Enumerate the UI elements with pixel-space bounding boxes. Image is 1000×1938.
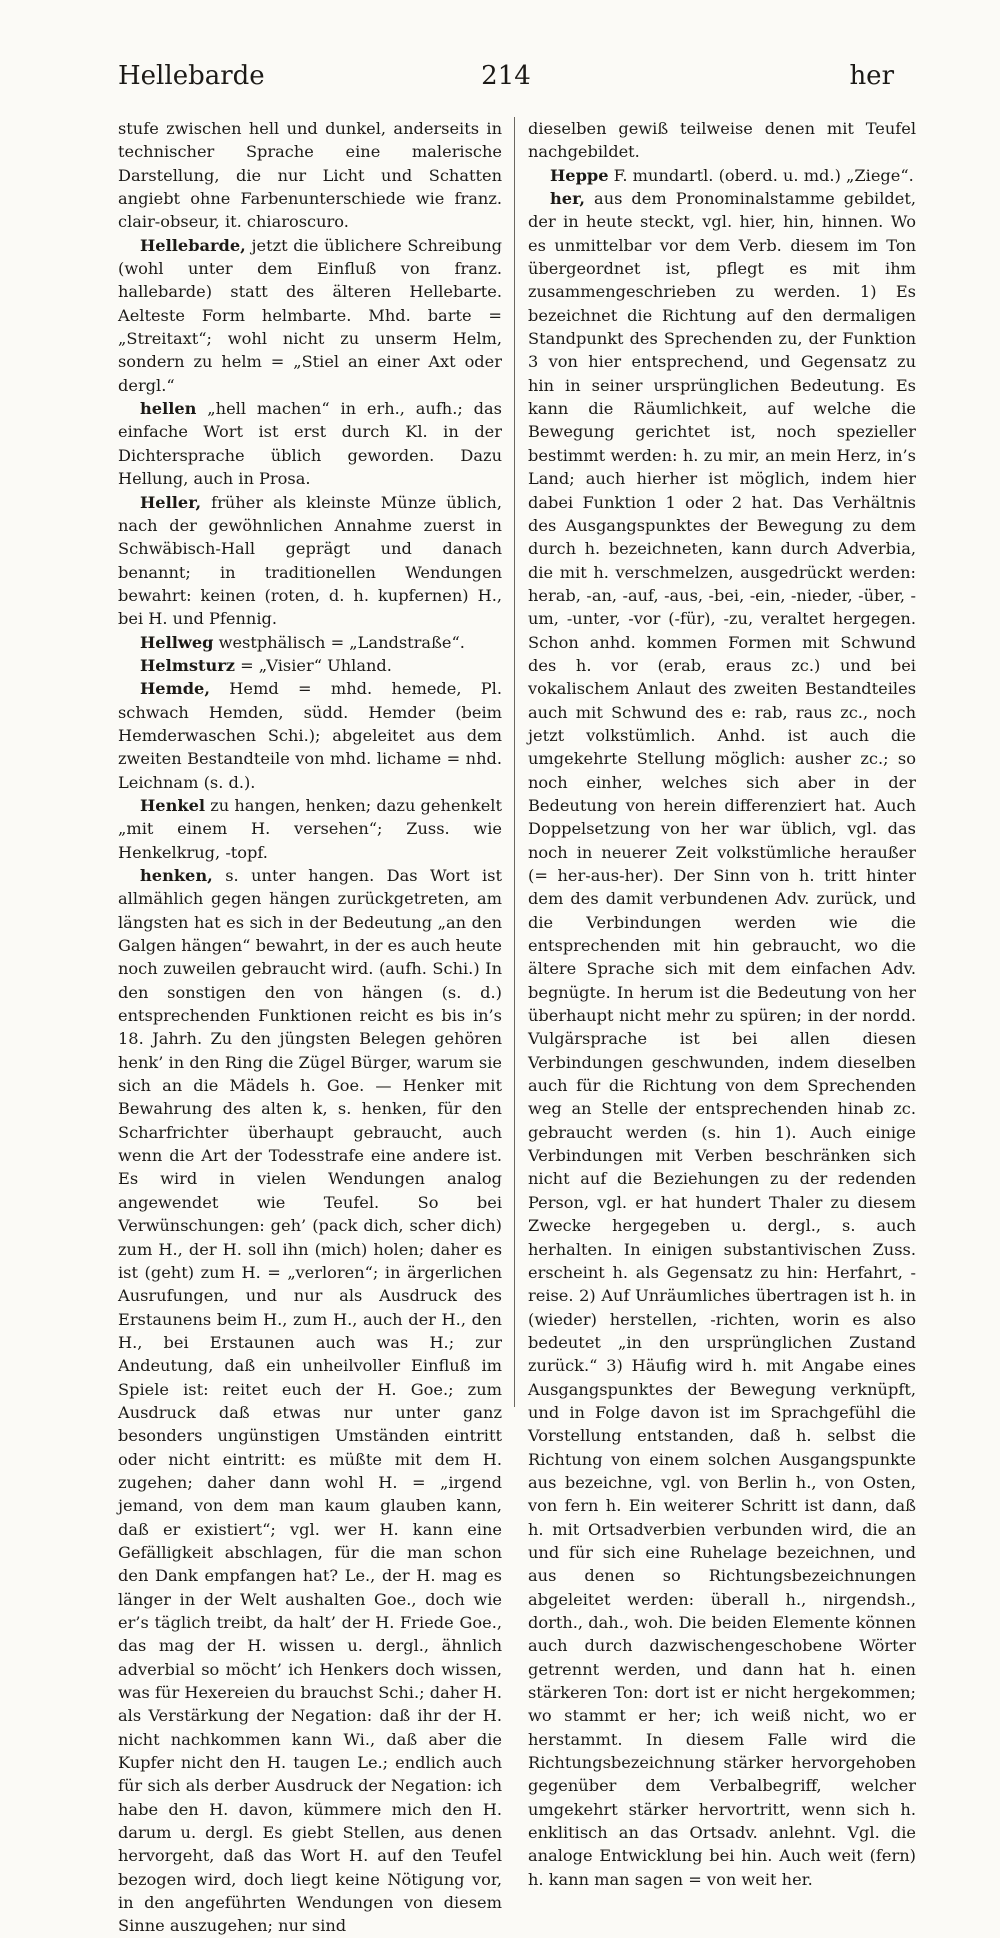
entry-text: F. mundartl. (oberd. u. md.) „Ziege“. <box>608 165 914 185</box>
entry-headword: Henkel <box>140 795 206 815</box>
entry-text: westphälisch = „Landstraße“. <box>213 632 465 652</box>
dictionary-entry <box>528 187 916 1891</box>
column-divider <box>514 117 515 1407</box>
dictionary-entry <box>118 654 502 677</box>
entry-text: jetzt die üblichere Schreibung (wohl unter dem Einfluß von franz. hallebarde) statt des älteren Hellebarte. Aelteste Form helmbarte. Mhd. barte = „Streitaxt“; wohl nicht zu unserm Helm, sondern zu helm = „Stiel an einer Axt oder dergl.“ <box>118 235 502 395</box>
entry-text: „hell machen“ in erh., aufh.; das einfache Wort ist erst durch Kl. in der Dichtersprache üblich geworden. Dazu Hellung, auch in Prosa. <box>118 399 502 489</box>
dictionary-entry <box>118 677 502 794</box>
entry-headword: Heppe <box>550 165 609 185</box>
continued-text <box>528 117 916 164</box>
dictionary-entry <box>118 794 502 864</box>
left-column <box>118 117 502 1936</box>
continued-text <box>118 117 502 234</box>
entry-text: früher als kleinste Münze üblich, nach der gewöhnlichen Annahme zuerst in Schwäbisch-Hall geprägt und danach benannt; in traditionellen Wendungen bewahrt: keinen (roten, d. h. kupfernen) H., bei H. und Pfennig. <box>118 492 502 629</box>
entry-text: s. unter hangen. Das Wort ist allmählich gegen hängen zurückgetreten, am längsten hat es sich in der Bedeutung „an den Galgen hängen“ bewahrt, in der es auch heute noch zuweilen gebraucht wird. (aufh. Schi.) In den sonstigen den von hängen (s. d.) entsprechenden Funktionen reicht es bis in’s 18. Jahrh. Zu den jüngsten Belegen gehören henk’ in den Ring die Zügel Bürger, warum sie sich an die Mädels h. Goe. — Henker mit Bewahrung des alten k, s. henken, für den Scharfrichter überhaupt gebraucht, auch wenn die Art der Todesstrafe eine andere ist. Es wird in vielen Wendungen analog angewendet wie Teufel. So bei Verwünschungen: geh’ (pack dich, scher dich) zum H., der H. soll ihn (mich) holen; daher es ist (geht) zum H. = „verloren“; in ärgerlichen Ausrufungen, und nur als Ausdruck des Erstaunens beim H., zum H., auch der H., den H., bei Erstaunen auch was H.; zur Andeutung, daß ein unheilvoller Einfluß im Spiele ist: reitet euch der H. Goe.; zum Ausdruck daß etwas nur unter ganz besonders ungünstigen Umständen eintritt oder nicht eintritt: es müßte mit dem H. zugehen; daher dann wohl H. = „irgend jemand, von dem man kaum glauben kann, daß er existiert“; vgl. wer H. kann eine Gefälligkeit abschlagen, für die man schon den Dank empfangen hat? Le., der H. mag es länger in der Welt aushalten Goe., doch wie er’s täglich treibt, da halt’ der H. Friede Goe., das mag der H. wissen u. dergl., ähnlich adverbial so möcht’ ich Henkers doch wissen, was für Hexereien du brauchst Schi.; daher H. als Verstärkung der Negation: daß ihr der H. nicht nachkommen kann Wi., daß aber die Kupfer nicht den H. taugen Le.; endlich auch für sich als derber Ausdruck der Negation: ich habe den H. davon, kümmere mich den H. darum u. dergl. Es giebt Stellen, aus denen hervorgeht, daß das Wort H. auf den Teufel bezogen wird, doch liegt keine Nötigung vor, in den angeführten Wendungen von diesem Sinne auszugehen; nur sind <box>118 866 502 1936</box>
dictionary-entry <box>118 234 502 397</box>
entry-text: aus dem Pronominalstamme gebildet, der in heute steckt, vgl. hier, hin, hinnen. Wo es unmittelbar vor dem Verb. diesem im Ton übergeordnet ist, pflegt es mit ihm zusammengeschrieben zu werden. 1) Es bezeichnet die Richtung auf den dermaligen Standpunkt des Sprechenden zu, der Funktion 3 von hier entsprechend, und Gegensatz zu hin in seiner ursprünglichen Bedeutung. Es kann die Räumlichkeit, auf welche die Bewegung gerichtet ist, noch spezieller bestimmt werden: h. zu mir, an mein Herz, in’s Land; auch hierher ist möglich, indem hier dabei Funktion 1 oder 2 hat. Das Verhältnis des Ausgangspunktes der Bewegung zu dem durch h. bezeichneten, kann durch Adverbia, die mit h. verschmelzen, ausgedrückt werden: herab, -an, -auf, -aus, -bei, -ein, -nieder, -über, -um, -unter, -vor (-für), -zu, veraltet hergegen. Schon anhd. kommen Formen mit Schwund des h. vor (erab, eraus zc.) und bei vokalischem Anlaut des zweiten Bestandteiles auch mit Schwund des e: rab, raus zc., noch jetzt volkstümlich. Anhd. ist auch die umgekehrte Stellung möglich: ausher zc.; so noch einher, welches sich aber in der Bedeutung von herein differenziert hat. Auch Doppelsetzung von her war üblich, vgl. das noch in neuerer Zeit volkstümliche heraußer (= her-aus-her). Der Sinn von h. tritt hinter dem des damit verbundenen Adv. zurück, und die Verbindungen werden wie die entsprechenden mit hin gebraucht, wo die ältere Sprache sich mit dem einfachen Adv. begnügte. In herum ist die Bedeutung von her überhaupt nicht mehr zu spüren; in der nordd. Vulgärsprache ist bei allen diesen Verbindungen geschwunden, indem dieselben auch für die Richtung von dem Sprechenden weg an Stelle der entsprechenden hinab zc. gebraucht werden (s. hin 1). Auch einige Verbindungen mit Verben beschränken sich nicht auf die Beziehungen zu der redenden Person, vgl. er hat hundert Thaler zu diesem Zwecke hergegeben u. dergl., s. auch herhalten. In einigen substantivischen Zuss. erscheint h. als Gegensatz zu hin: Herfahrt, -reise. 2) Auf Unräumliches übertragen ist h. in (wieder) herstellen, -richten, worin es also bedeutet „in den ursprünglichen Zustand zurück.“ 3) Häufig wird h. mit Angabe eines Ausgangspunktes der Bewegung verknüpft, und in Folge davon ist im Sprachgefühl die Vorstellung entstanden, daß h. selbst die Richtung von einem solchen Ausgangspunkte aus bezeichne, vgl. von Berlin h., von Osten, von fern h. Ein weiterer Schritt ist dann, daß h. mit Ortsadverbien verbunden wird, die an und für sich eine Ruhelage bezeichnen, und aus denen so Richtungsbezeichnungen abgeleitet werden: überall h., nirgendsh., dorth., dah., woh. Die beiden Elemente können auch durch dazwischengeschobene Wörter getrennt werden, und dann hat h. einen stärkeren Ton: dort ist er nicht hergekommen; wo stammt er her; ich weiß nicht, wo er herstammt. In diesem Falle wird die Richtungsbezeichnung stärker hervorgehoben gegenüber dem Verbalbegriff, welcher umgekehrt stärker hervortritt, wenn sich h. enklitisch an das Ortsadv. anlehnt. Vgl. die analoge Entwicklung bei hin. Auch weit (fern) h. kann man sagen = von weit her. <box>528 189 916 1889</box>
entry-headword: Helmsturz <box>140 655 235 675</box>
dictionary-entry <box>118 864 502 1938</box>
dictionary-entry <box>118 631 502 654</box>
entry-headword: her, <box>550 189 586 209</box>
entry-headword: hellen <box>140 399 197 419</box>
running-header <box>118 60 894 100</box>
entry-headword: Hemde, <box>140 679 210 699</box>
entry-headword: Hellweg <box>140 632 214 652</box>
entry-text: zu hangen, henken; dazu gehenkelt „mit einem H. versehen“; Zuss. wie Henkelkrug, -topf. <box>118 795 502 862</box>
entry-text: dieselben gewiß teilweise denen mit Teufel nachgebildet. <box>528 119 916 162</box>
header-right-guideword: her <box>849 61 894 91</box>
right-column <box>528 117 916 1889</box>
header-left-guideword: Hellebarde <box>118 61 265 91</box>
entry-headword: Heller, <box>140 492 202 512</box>
entry-text: Hemd = mhd. hemede, Pl. schwach Hemden, südd. Hemder (beim Hemderwaschen Schi.); abgeleitet aus dem zweiten Bestandteile von mhd. lichame = nhd. Leichnam (s. d.). <box>118 679 502 792</box>
entry-headword: henken, <box>140 866 213 885</box>
entry-text: = „Visier“ Uhland. <box>234 655 392 675</box>
dictionary-entry <box>528 164 916 187</box>
dictionary-entry <box>118 491 502 631</box>
dictionary-entry <box>118 397 502 490</box>
page-number: 214 <box>481 61 531 91</box>
entry-text: stufe zwischen hell und dunkel, anderseits in technischer Sprache eine malerische Darstellung, die nur Licht und Schatten angiebt ohne Farbenunterschiede wie franz. clair-obseur, it. chiaroscuro. <box>118 119 502 232</box>
entry-headword: Hellebarde, <box>140 235 246 255</box>
